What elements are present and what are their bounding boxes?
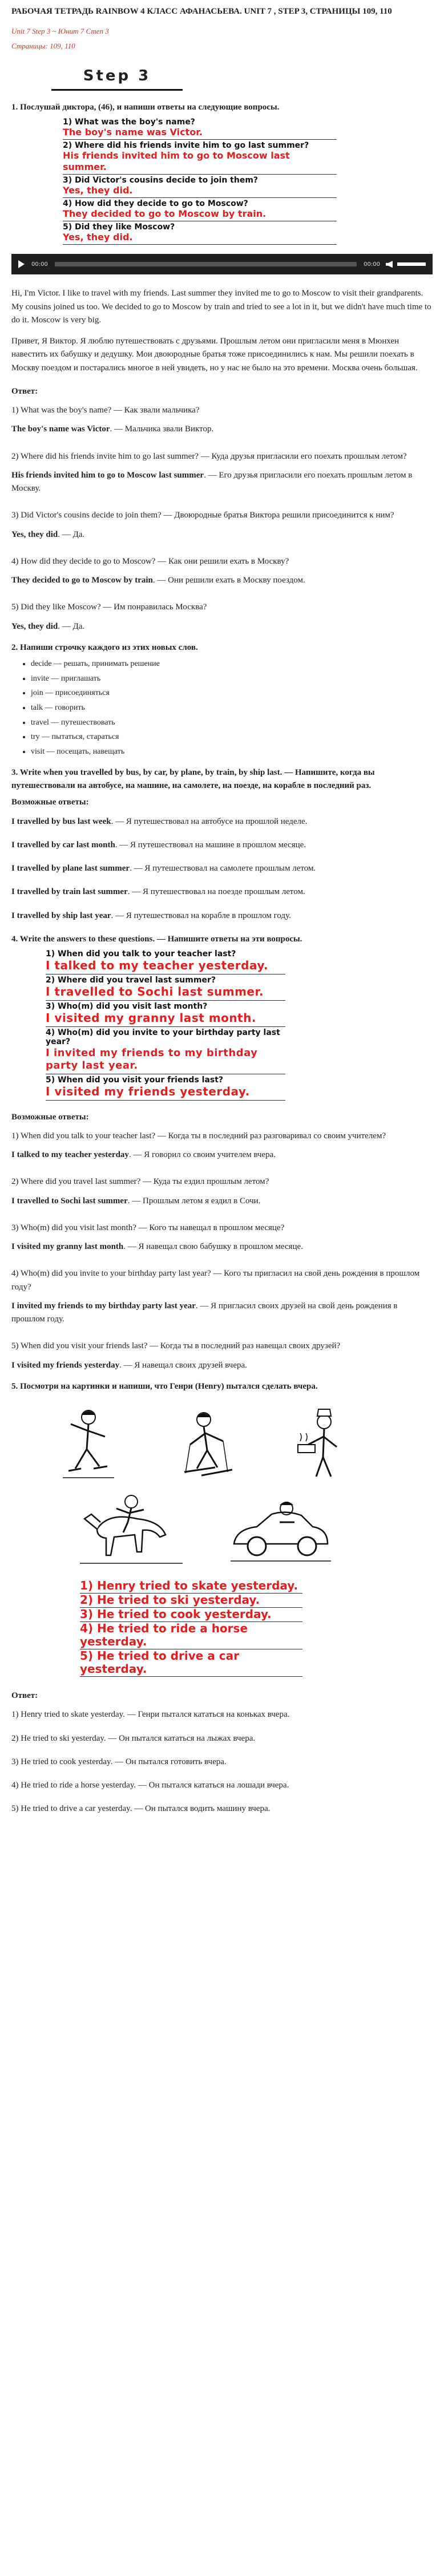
worksheet-question: 4) Who(m) did you invite to your birthday party last year?	[46, 1028, 280, 1047]
worksheet-item	[63, 223, 337, 245]
answer-english: His friends invited him to go to Moscow last summer	[11, 470, 204, 480]
horse-picture	[74, 1489, 188, 1575]
sentence-translation: . — Он пытался кататься на лыжах вчера.	[103, 1733, 256, 1743]
worksheet-answer: They decided to go to Moscow by train.	[63, 208, 337, 221]
travel-sentence	[11, 885, 433, 899]
answer-english: I talked to my teacher yesterday	[11, 1150, 129, 1160]
travel-sentence	[11, 839, 433, 852]
answer-translation: . — Я пригласил своих друзей на свой день рождения в прошлом году.	[11, 1301, 398, 1324]
sentence-english: I travelled by train last summer	[11, 887, 128, 897]
answer-question: 2) Where did you travel last summer? — Куда ты ездил прошлым летом?	[11, 1177, 269, 1187]
answer-translation: . — Я говорил со своим учителем вчера.	[128, 1150, 276, 1160]
worksheet-question: 1) When did you talk to your teacher last?	[46, 949, 236, 959]
answer-english: I visited my friends yesterday	[11, 1360, 120, 1370]
worksheet-question: 2) Where did his friends invite him to go last summer?	[63, 140, 309, 150]
answer-translation: . — Да.	[58, 529, 85, 539]
worksheet-item	[46, 949, 285, 974]
sentence-translation: . — Я путешествовал на поезде прошлым летом.	[127, 887, 305, 897]
answer-english: I invited my friends to my birthday party last year	[11, 1301, 196, 1311]
word-list	[11, 658, 433, 758]
sentence-translation: . — Он пытался готовить вчера.	[110, 1757, 227, 1766]
red-answer-line: 5) He tried to drive a car yesterday.	[80, 1649, 302, 1677]
worksheet-answer: I travelled to Sochi last summer.	[46, 985, 285, 1001]
word-item: • travel — путешествовать	[31, 717, 433, 729]
word-item: • talk — говорить	[31, 702, 433, 714]
worksheet-question: 5) When did you visit your friends last?	[46, 1075, 224, 1085]
answer-translation: . — Прошлым летом я ездил в Сочи.	[127, 1196, 261, 1206]
worksheet-task4	[46, 949, 433, 1101]
travel-sentence	[11, 862, 433, 875]
answer-translation: . — Да.	[58, 621, 85, 631]
possible-answers-label: Возможные ответы:	[11, 798, 89, 807]
answer-question: 1) What was the boy's name? — Как звали мальчика?	[11, 406, 200, 415]
task1-answers	[11, 404, 433, 633]
word-item: • try — пытаться, стараться	[31, 731, 433, 743]
henry-sentence	[11, 1708, 433, 1721]
answer-text	[11, 574, 433, 587]
worksheet-question: 3) Did Victor's cousins decide to join them?	[63, 176, 259, 185]
red-answer-line: 4) He tried to ride a horse yesterday.	[80, 1622, 302, 1649]
henry-sentence	[11, 1732, 433, 1745]
word-item: • join — присоединяться	[31, 687, 433, 699]
answer-text	[11, 620, 433, 633]
worksheet-answer: I visited my granny last month.	[46, 1011, 285, 1027]
sentence-english: I travelled by car last month	[11, 840, 115, 850]
travel-sentence	[11, 909, 433, 923]
answer-text	[11, 528, 433, 541]
sentence-translation: . — Он пытался кататься на лошади вчера.	[134, 1781, 289, 1790]
worksheet-item	[63, 141, 337, 175]
worksheet-item	[63, 199, 337, 221]
sentence-translation: . — Я путешествовал на корабле в прошлом году.	[111, 911, 291, 920]
answer-translation: . — Я навещал свою бабушку в прошлом месяце.	[123, 1242, 303, 1252]
answer-question: 1) When did you talk to your teacher last? — Когда ты в последний раз разговаривал со своим учителем?	[11, 1131, 386, 1141]
task5-title: 5. Посмотри на картинки и напиши, что Генри (Henry) пытался сделать вчера.	[11, 1381, 318, 1391]
task4-title: 4. Write the answers to these questions. — Напишите ответы на эти вопросы.	[11, 934, 302, 944]
audio-duration: 00:00	[364, 261, 380, 268]
task1-title: 1. Послушай диктора, (46), и напиши ответы на следующие вопросы.	[11, 102, 280, 112]
breadcrumb-link[interactable]: Unit 7 Step 3 ~ Юнит 7 Степ 3	[11, 27, 109, 35]
step-title: Step 3	[83, 67, 151, 85]
word-item: • visit — посещать, навещать	[31, 746, 433, 758]
answer-question: 4) How did they decide to go to Moscow? — Как они решили ехать в Москву?	[11, 556, 289, 566]
sentence-english: 4) He tried to ride a horse yesterday	[11, 1781, 134, 1790]
worksheet-answer: His friends invited him to go to Moscow last summer.	[63, 150, 337, 175]
sentence-english: 3) He tried to cook yesterday	[11, 1757, 111, 1766]
task5-red-answers	[80, 1579, 302, 1677]
skating-picture	[57, 1405, 120, 1485]
answer-translation: . — Мальчика звали Виктор.	[110, 424, 214, 434]
task3-title: 3. Write when you travelled by bus, by car, by plane, by train, by ship last. — Напишите, когда вы путешествовали на автобусе, на машине, на самолете, на поезде, на корабле в последний раз.	[11, 767, 375, 791]
sentence-translation: . — Я путешествовал на самолете прошлым летом.	[130, 864, 316, 874]
henry-sentence	[11, 1779, 433, 1792]
task2-title: 2. Напиши строчку каждого из этих новых слов.	[11, 642, 198, 652]
story-english: Hi, I'm Victor. I like to travel with my friends. Last summer they invited me to go to Moscow to visit their grandparents. My cousins joined us too. We decided to go to Moscow by train and tried to see a lot in it, but we didn't have much time to do it. Moscow is very big.	[11, 289, 431, 325]
answer-english: I visited my granny last month	[11, 1242, 124, 1252]
sentence-translation: . — Генри пытался кататься на коньках вчера.	[123, 1710, 290, 1720]
word-item: • decide — решать, принимать решение	[31, 658, 433, 670]
sentence-english: I travelled by plane last summer	[11, 864, 130, 874]
volume-icon[interactable]	[386, 261, 393, 268]
answer-english: Yes, they did	[11, 529, 58, 539]
worksheet-answer: I visited my friends yesterday.	[46, 1085, 285, 1101]
audio-progress-bar[interactable]	[55, 262, 357, 266]
answer-translation: . — Я навещал своих друзей вчера.	[119, 1360, 247, 1370]
answer-question: 5) When did you visit your friends last? — Когда ты в последний раз навещал своих друзей?	[11, 1341, 341, 1351]
worksheet-question: 3) Who(m) did you visit last month?	[46, 1002, 208, 1012]
travel-sentence	[11, 815, 433, 828]
sentence-translation: . — Я путешествовал на автобусе на прошлой неделе.	[111, 816, 308, 826]
answer-text	[11, 1300, 433, 1327]
worksheet-answer: Yes, they did.	[63, 185, 337, 198]
pictures-row	[57, 1489, 354, 1575]
red-answer-line: 3) He tried to cook yesterday.	[80, 1608, 302, 1622]
story-russian: Привет, Я Виктор. Я люблю путешествовать с друзьями. Прошлым летом они пригласили меня в Мюнхен навестить их бабушку и дедушку. Мои двоюродные братья тоже присоединились к нам. Мы решили поехать в Москву поездом и постарались многое в ней увидеть, но у нас не было на это времени. Москва очень большая.	[11, 337, 418, 373]
cooking-picture	[291, 1405, 354, 1485]
pages-info: Страницы: 109, 110	[11, 42, 75, 51]
red-answer-line: 1) Henry tried to skate yesterday.	[80, 1579, 302, 1594]
sentence-english: I travelled by ship last year	[11, 911, 111, 920]
worksheet-item	[46, 976, 285, 1001]
breadcrumb	[11, 26, 433, 37]
sentence-english: 2) He tried to ski yesterday	[11, 1733, 104, 1743]
worksheet-item	[63, 118, 337, 140]
worksheet-item	[46, 1002, 285, 1027]
worksheet-answer: The boy's name was Victor.	[63, 127, 337, 140]
answer-translation: . — Они решили ехать в Москву поездом.	[152, 576, 305, 585]
step-underline	[51, 89, 183, 91]
answer-question: 4) Who(m) did you invite to your birthday party last year? — Кого ты пригласил на свой день рождения в прошлом году?	[11, 1269, 420, 1292]
henry-sentence	[11, 1756, 433, 1769]
answer-question: 5) Did they like Moscow? — Им понравилась Москва?	[11, 602, 207, 612]
volume-slider[interactable]	[397, 262, 426, 266]
answer-question: 2) Where did his friends invite him to go last summer? — Куда друзья пригласили его поехать прошлым летом?	[11, 451, 407, 461]
answer-question: 3) Who(m) did you visit last month? — Кого ты навещал в прошлом месяце?	[11, 1223, 285, 1232]
answer-label: Ответ:	[11, 1691, 38, 1701]
answer-text	[11, 1240, 433, 1253]
worksheet-task1	[11, 118, 433, 245]
page-title: РАБОЧАЯ ТЕТРАДЬ RAINBOW 4 КЛАСС АФАНАСЬЕВА. UNIT 7 , STEP 3, СТРАНИЦЫ 109, 110	[11, 7, 392, 16]
sentence-english: 1) Henry tried to skate yesterday	[11, 1710, 123, 1720]
red-answer-line: 2) He tried to ski yesterday.	[80, 1594, 302, 1608]
worksheet-question: 5) Did they like Moscow?	[63, 223, 175, 232]
answer-text	[11, 469, 433, 496]
henry-pictures	[57, 1399, 354, 1575]
sentence-translation: . — Я путешествовал на машине в прошлом месяце.	[115, 840, 306, 850]
car-picture	[223, 1489, 337, 1575]
answer-text	[11, 423, 433, 436]
pictures-row	[57, 1399, 354, 1485]
worksheet-item	[63, 176, 337, 198]
answer-english: I travelled to Sochi last summer	[11, 1196, 128, 1206]
play-icon[interactable]	[18, 260, 25, 268]
task4-answers	[11, 1130, 433, 1372]
worksheet-item	[46, 1075, 285, 1101]
worksheet-answer: I invited my friends to my birthday party last year.	[46, 1047, 285, 1074]
sentence-english: I travelled by bus last week	[11, 816, 111, 826]
word-item: • invite — приглашать	[31, 673, 433, 685]
answer-text	[11, 1149, 433, 1162]
answer-text	[11, 1359, 433, 1372]
sentence-translation: . — Он пытался водить машину вчера.	[130, 1804, 271, 1814]
answer-text	[11, 1195, 433, 1208]
worksheet-question: 2) Where did you travel last summer?	[46, 976, 216, 985]
worksheet-answer: Yes, they did.	[63, 232, 337, 245]
answer-label: Ответ:	[11, 386, 38, 396]
henry-sentence	[11, 1802, 433, 1815]
answer-english: They decided to go to Moscow by train	[11, 576, 153, 585]
sentence-english: 5) He tried to drive a car yesterday	[11, 1804, 130, 1814]
answer-english: Yes, they did	[11, 621, 58, 631]
worksheet-question: 1) What was the boy's name?	[63, 117, 195, 127]
worksheet-question: 4) How did they decide to go to Moscow?	[63, 199, 248, 209]
answer-translation: . — Его друзья пригласили его поехать прошлым летом в Москву.	[11, 470, 413, 494]
audio-player	[11, 254, 433, 274]
answer-english: The boy's name was Victor	[11, 424, 110, 434]
possible-answers-label: Возможные ответы:	[11, 1112, 89, 1122]
audio-current-time: 00:00	[31, 261, 48, 268]
worksheet-item	[46, 1028, 285, 1074]
answer-question: 3) Did Victor's cousins decide to join them? — Двоюродные братья Виктора решили присоединится к ним?	[11, 511, 394, 520]
worksheet-answer: I talked to my teacher yesterday.	[46, 959, 285, 974]
skiing-picture	[174, 1405, 237, 1485]
step-heading	[51, 64, 183, 90]
